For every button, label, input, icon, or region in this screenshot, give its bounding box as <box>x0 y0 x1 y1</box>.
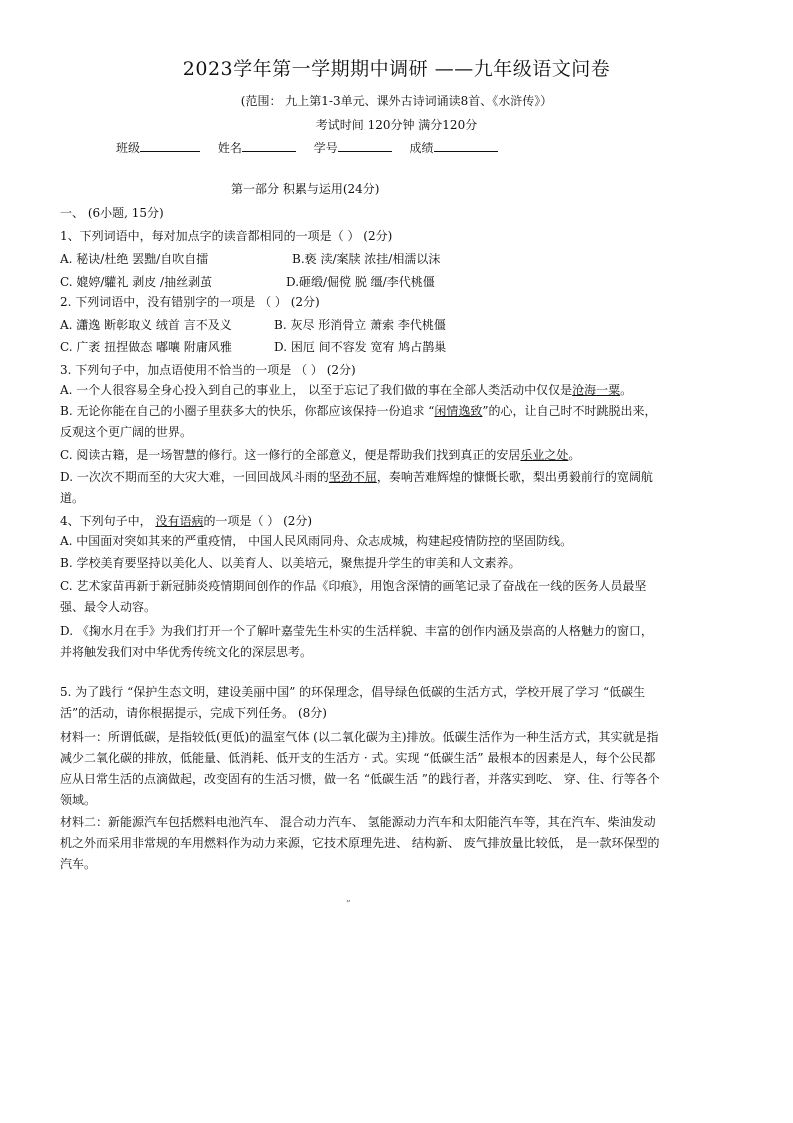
name-blank[interactable] <box>242 139 296 152</box>
exam-time: 考试时间 120分钟 满分120分 <box>315 118 478 132</box>
name-field[interactable] <box>218 139 296 156</box>
part-heading: 第一部分 积累与运用(24分) <box>231 182 380 196</box>
id-blank[interactable] <box>338 139 392 152</box>
student-info-row <box>116 139 512 156</box>
score-blank[interactable] <box>434 139 498 152</box>
q3-c-end: 。 <box>568 448 581 462</box>
q3-c-term: 乐业之处 <box>520 448 569 462</box>
q2-option-d[interactable]: D. 困厄 间不容发 宽宥 鸠占鹊巢 <box>274 340 447 354</box>
q1-option-a[interactable]: A. 秘诀/杜绝 罢黜/自吹自擂 <box>60 252 209 266</box>
class-blank[interactable] <box>140 139 200 152</box>
q3-b-text: B. 无论你能在自己的小圈子里获多大的快乐，你都应该保持一份追求 “ <box>60 404 435 418</box>
q4-option-b[interactable]: B. 学校美育要坚持以美化人、以美育人、以美培元，聚焦提升学生的审美和人文素养。 <box>60 556 521 570</box>
q4-stem-text: 4、下列句子中， <box>60 514 156 528</box>
q3-b-end: ”的心，让自己时不时跳脱出来，反观这个更广阔的世界。 <box>60 404 657 439</box>
q1-options-row2 <box>60 273 435 290</box>
q3-stem: 3. 下列句子中，加点语使用不恰当的一项是 （ ） (2分) <box>60 363 356 377</box>
q2-options-row1 <box>60 316 446 333</box>
score-label: 成绩 <box>409 141 434 155</box>
id-field[interactable] <box>314 139 392 156</box>
q3-a-text: A. 一个人很容易全身心投入到自己的事业上， 以至于忘记了我们做的事在全部人类活动中仅仅是 <box>60 383 573 397</box>
section-heading: 一、 (6小题, 15分) <box>60 206 164 220</box>
q1-options-row1 <box>60 250 440 267</box>
q2-stem: 2. 下列词语中，没有错别字的一项是 （ ） (2分) <box>60 295 320 309</box>
q5-material-2: 材料二：新能源汽车包括燃料电池汽车、 混合动力汽车、 氢能源动力汽车和太阳能汽车等，其在汽车、柴油发动机之外而采用非常规的车用燃料作为动力来源，它技术原理先进、 结构新、 废气排放量比较低， 是一款环保型的汽车。 <box>60 815 660 871</box>
exam-scope: (范围： 九上第1-3单元、课外古诗词诵读8首、《水浒传》） <box>240 94 553 108</box>
q3-a-end: 。 <box>620 383 633 397</box>
q1-option-d[interactable]: D.砸缎/倔傥 脱 缰/李代桃僵 <box>286 275 435 289</box>
q5-stem: 5. 为了践行 “保护生态文明，建设美丽中国” 的环保理念，倡导绿色低碳的生活方式，学校开展了学习 “低碳生活”的活动，请你根据提示，完成下列任务。 (8分) <box>60 685 646 720</box>
q2-option-c[interactable]: C. 广袤 扭捏做态 嘟嚷 附庸风雅 <box>60 340 232 354</box>
q3-d-text: D. 一次次不期而至的大灾大难，一回回战风斗雨的 <box>60 470 329 484</box>
q4-option-a[interactable]: A. 中国面对突如其来的严重疫情， 中国人民风雨同舟、众志成城，构建起疫情防控的坚固防线。 <box>60 534 573 548</box>
q2-option-a[interactable]: A. 瀟逸 断彰取义 绒首 言不及义 <box>60 318 232 332</box>
q5-material-1: 材料一：所谓低碳，是指较低(更低)的温室气体 (以二氧化碳为主)排放。低碳生活作为一种生活方式，其实就是指减少二氧化碳的排放，低能量、低消耗、低开支的生活方 · 式。实现 “低碳生活” 最根本的因素是人，每个公民都应从日常生活的点滴做起，改变固有的生活习惯，做一名 “低碳生活 ”的践行者，并落实到吃、 穿、住、行等各个领域。 <box>60 730 660 807</box>
q3-c-text: C. 阅读古籍，是一场智慧的修行。这一修行的全部意义，便是帮助我们找到真正的安居 <box>60 448 521 462</box>
q3-a-term: 沧海一粟 <box>572 383 621 397</box>
q2-option-b[interactable]: B. 灰尽 形消骨立 萧索 李代桃僵 <box>274 318 446 332</box>
q1-option-b[interactable]: B.亵 渎/案牍 浓挂/相濡以沫 <box>292 252 441 266</box>
q4-option-c[interactable]: C. 艺术家苗再新于新冠肺炎疫情期间创作的作品《印痕》，用饱含深情的画笔记录了奋战在一线的医务人员最坚强、最令人动容。 <box>60 579 647 614</box>
class-field[interactable] <box>116 139 200 156</box>
q3-option-b[interactable] <box>60 401 660 443</box>
q4-stem <box>60 512 312 529</box>
q3-option-a[interactable] <box>60 380 660 401</box>
q3-b-term: 闲情逸致 <box>434 404 483 418</box>
q3-option-d[interactable] <box>60 467 660 509</box>
class-label: 班级 <box>116 141 141 155</box>
q4-option-d[interactable]: D. 《掬水月在手》为我们打开一个了解叶嘉莹先生朴实的生活样貌、丰富的创作内涵及崇高的人格魅力的窗口，并将触发我们对中华优秀传统文化的深层思考。 <box>60 624 653 659</box>
q4-stem-end: 的一项是（ ） (2分) <box>203 514 313 528</box>
score-field[interactable] <box>410 139 498 156</box>
exam-title: 2023学年第一学期期中调研 ——九年级语文问卷 <box>182 58 611 80</box>
q1-stem: 1、下列词语中，每对加点字的读音都相同的一项是（ ） (2分) <box>60 229 393 243</box>
q3-d-term: 坚劲不屈 <box>328 470 377 484</box>
q2-options-row2 <box>60 338 446 355</box>
q3-option-c[interactable] <box>60 445 660 466</box>
footer-mark: ” <box>346 900 351 910</box>
id-label: 学号 <box>313 141 338 155</box>
q4-stem-term: 没有语病 <box>155 514 204 528</box>
q1-option-c[interactable]: C. 媲婷/驩礼 剥皮 /抽丝剥茧 <box>60 275 213 289</box>
q3-d-end: ，奏响苦难辉煌的慷慨长歌，梨出勇毅前行的宽阔航道。 <box>60 470 653 505</box>
name-label: 姓名 <box>217 141 242 155</box>
